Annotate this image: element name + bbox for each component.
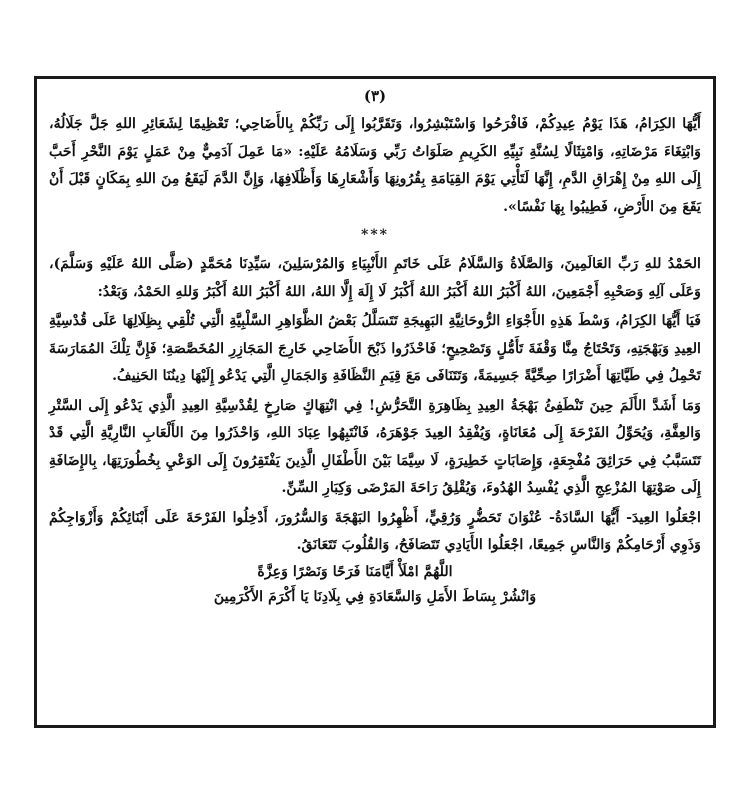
paragraph-slaughter-warning: فَيَا أَيُّهَا الكِرَامُ، وَسْطَ هَذِهِ الأَجْوَاءِ الرُّوحَانِيَّةِ البَهِيجَةِ تَتَسَلَّلُ بَعْضُ الظَّوَاهِرِ السَّلْبِيَّةِ الَّتِي تُلْقِي بِظِلَالِهَا عَلَى قُدْسِيَّةِ العِيدِ وَبَهْجَتِهِ، وَتَحْتَاجُ مِنَّا وَقْفَةَ تَأَمُّلٍ وَتَصْحِيحٍ؛ فَاحْذَرُوا ذَبْحَ الأَضَاحِي خَارِجَ المَجَازِرِ المُخَصَّصَةِ؛ فَإِنَّ تِلْكَ المُمَارَسَةَ تَحْمِلُ فِي طَيَّاتِهَا أَضْرَارًا صِحِّيَّةً جَسِيمَةً، وَتَتَنَافَى مَعَ قِيَمِ النَّظَافَةِ وَالجَمَالِ الَّتِي يَدْعُو إِلَيْهَا دِينُنَا الحَنِيفُ. <box>49 313 701 384</box>
page-number: (٣) <box>363 87 387 105</box>
section-separator: *** <box>361 227 389 243</box>
paragraph-praise: الحَمْدُ للهِ رَبِّ العَالَمِينَ، وَالصَّلَاةُ وَالسَّلَامُ عَلَى خَاتَمِ الأَنْبِيَاءِ وَالمُرْسَلِينَ، سَيِّدِنَا مُحَمَّدٍ (صَلَّى اللهُ عَلَيْهِ وَسَلَّمَ)، وَعَلَى آلِهِ وَصَحْبِهِ أَجْمَعِينَ، اللهُ أَكْبَرُ اللهُ أَكْبَرُ اللهُ أَكْبَرُ لَا إِلَهَ إِلَّا اللهُ، اللهُ أَكْبَرُ اللهُ أَكْبَرُ وَللهِ الحَمْدُ، وَبَعْدُ: <box>49 256 701 300</box>
page-frame <box>34 76 716 728</box>
prayer-line: وَانْشُرْ بِسَاطَ الأَمَلِ وَالسَّعَادَةِ فِي بِلَادِنَا يَا أَكْرَمَ الأَكْرَمِينَ <box>213 588 537 605</box>
paragraph-harassment-fireworks: وَمَا أَشَدَّ الأَلَمَ حِينَ تَنْطَفِئُ بَهْجَةُ العِيدِ بِظَاهِرَةِ التَّحَرُّشِ! فِي انْتِهَاكٍ صَارِخٍ لِقُدْسِيَّةِ العِيدِ الَّذِي يَدْعُو إِلَى السَّتْرِ وَالعِفَّةِ، وَيُحَوِّلُ الفَرْحَةَ إِلَى مُعَانَاةٍ، وَيُفْقِدُ العِيدَ جَوْهَرَهُ، فَانْتَبِهُوا عِبَادَ اللهِ، وَاحْذَرُوا مِنَ الأَلْعَابِ النَّارِيَّةِ الَّتِي قَدْ تَتَسَبَّبُ فِي حَرَائِقَ مُفْجِعَةٍ، وَإِصَابَاتٍ خَطِيرَةٍ، لَا سِيَّمَا بَيْنَ الأَطْفَالِ الَّذِينَ يَفْتَقِرُونَ إِلَى الوَعْيِ بِخُطُورَتِهَا، بِالإِضَافَةِ إِلَى صَوْتِهَا المُزْعِجِ الَّذِي يُفْسِدُ الهُدُوءَ، وَيُقْلِقُ رَاحَةَ المَرْضَى وَكِبَارِ السِّنِّ. <box>49 397 701 496</box>
paragraph-celebrate: اجْعَلُوا العِيدَ- أَيُّهَا السَّادَةُ- عُنْوَانَ تَحَضُّرٍ وَرُقِيٍّ، أَظْهِرُوا البَهْجَةَ وَالسُّرُورَ، أَدْخِلُوا الفَرْحَةَ عَلَى أَبْنَائِكُمْ وَأَزْوَاجِكُمْ وَذَوِي أَرْحَامِكُمْ وَالنَّاسِ جَمِيعًا، اجْعَلُوا الأَيَادِي تَتَصَافَحُ، وَالقُلُوبَ تَتَعَانَقُ. <box>49 509 701 553</box>
paragraph-eid-sacrifice: أَيُّهَا الكِرَامُ، هَذَا يَوْمُ عِيدِكُمْ، فَافْرَحُوا وَاسْتَبْشِرُوا، وَتَقَرَّبُوا إِلَى رَبِّكُمْ بِالأَضَاحِي؛ تَعْظِيمًا لِشَعَائِرِ اللهِ جَلَّ جَلَالُهُ، وَابْتِغَاءَ مَرْضَاتِهِ، وَامْتِثَالًا لِسُنَّةِ نَبِيِّهِ الكَرِيمِ صَلَوَاتُ رَبِّي وَسَلَامُهُ عَلَيْهِ: «مَا عَمِلَ آدَمِيٌّ مِنْ عَمَلٍ يَوْمَ النَّحْرِ أَحَبَّ إِلَى اللهِ مِنْ إِهْرَاقِ الدَّمِ، إِنَّهَا لَتَأْتِي يَوْمَ القِيَامَةِ بِقُرُونِهَا وَأَشْعَارِهَا وَأَظْلَافِهَا، وَإِنَّ الدَّمَ لَيَقَعُ مِنَ اللهِ بِمَكَانٍ قَبْلَ أَنْ يَقَعَ مِنَ الأَرْضِ، فَطِيبُوا بِهَا نَفْسًا». <box>49 116 701 215</box>
prayer-line: اللَّهُمَّ امْلَأْ أَيَّامَنَا فَرَحًا وَنَصْرًا وَعِزَّةً <box>257 563 453 580</box>
